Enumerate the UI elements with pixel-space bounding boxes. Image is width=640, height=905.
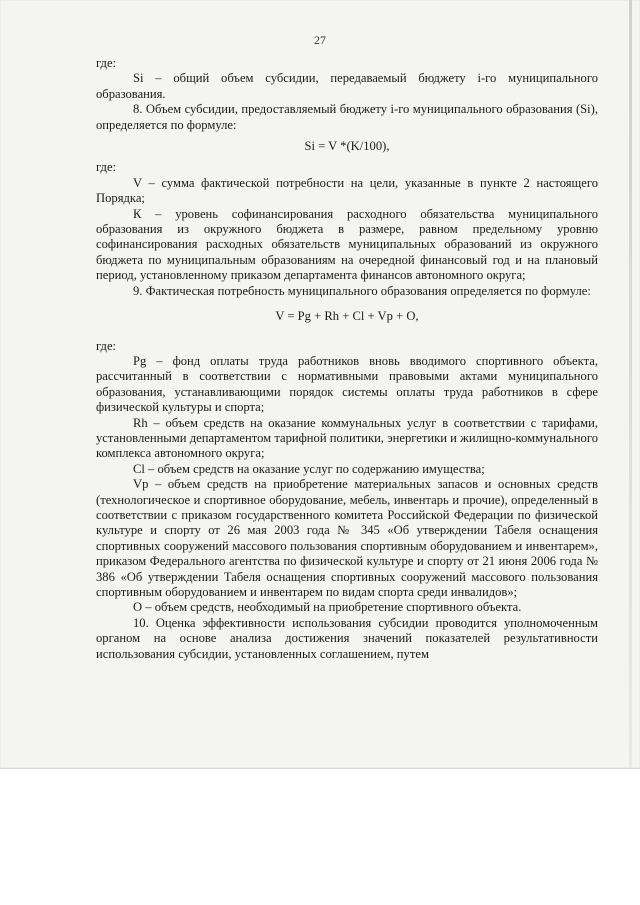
paragraph-item-10: 10. Оценка эффективности использования субсидии проводится уполномоченным органом на основе анализа достижения значений показателей результативности использования субсидии, установленных соглашением, путем bbox=[96, 615, 598, 661]
paragraph-cl-definition: Cl – объем средств на оказание услуг по содержанию имущества; bbox=[133, 461, 485, 476]
paragraph-pg-definition: Pg – фонд оплаты труда работников вновь вводимого спортивного объекта, рассчитанный в соответствии с нормативными правовыми актами муниципального образования, устанавливающими порядок системы оплаты труда работников в сфере физической культуры и спорта; bbox=[96, 353, 598, 415]
paragraph-vp-definition: Vp – объем средств на приобретение материальных запасов и основных средств (технологическое и спортивное оборудование, мебель, инвентарь и прочие), определенный в соответствии с приказом государственного комитета Российской Федерации по физической культуре и спорту от 26 мая 2003 года № 345 «Об утверждении Табеля оснащения спортивных сооружений массового пользования спортивным оборудованием и инвентарем», приказом Федерального агентства по физической культуре и спорту от 21 июня 2006 года № 386 «Об утверждении Табеля оснащения спортивных сооружений массового пользования спортивным оборудованием и инвентарем по видам спорта среди инвалидов»; bbox=[96, 477, 598, 599]
formula-v: V = Pg + Rh + Cl + Vp + O, bbox=[275, 309, 419, 324]
paragraph-o-definition: О – объем средств, необходимый на приобретение спортивного объекта. bbox=[133, 600, 522, 615]
paragraph-item-8: 8. Объем субсидии, предоставляемый бюджету i-го муниципального образования (Si), определяется по формуле: bbox=[96, 102, 598, 132]
document-body bbox=[96, 56, 598, 662]
label-where: где: bbox=[96, 338, 117, 353]
paragraph-v-definition: V – сумма фактической потребности на цели, указанные в пункте 2 настоящего Порядка; bbox=[96, 175, 598, 206]
paragraph-si-definition: Si – общий объем субсидии, передаваемый бюджету i-го муниципального образования. bbox=[96, 71, 598, 101]
paragraph-k-definition: К – уровень софинансирования расходного обязательства муниципального образования из окружного бюджета в размере, равном предельному уровню софинансирования расходных обязательств муниципальных образований из окружного бюджета по муниципальным образованиям на очередной финансовый год и на плановый период, установленному приказом департамента финансов автономного округа; bbox=[96, 206, 598, 283]
paragraph-rh-definition: Rh – объем средств на оказание коммунальных услуг в соответствии с тарифами, установленными департаментом тарифной политики, энергетики и жилищно-коммунального комплекса автономного округа; bbox=[96, 415, 598, 461]
label-where: где: bbox=[96, 56, 117, 70]
label-where: где: bbox=[96, 160, 117, 175]
paragraph-item-9: 9. Фактическая потребность муниципального образования определяется по формуле: bbox=[133, 283, 591, 298]
formula-si: Si = V *(K/100), bbox=[304, 139, 390, 154]
page-number: 27 bbox=[314, 33, 326, 47]
